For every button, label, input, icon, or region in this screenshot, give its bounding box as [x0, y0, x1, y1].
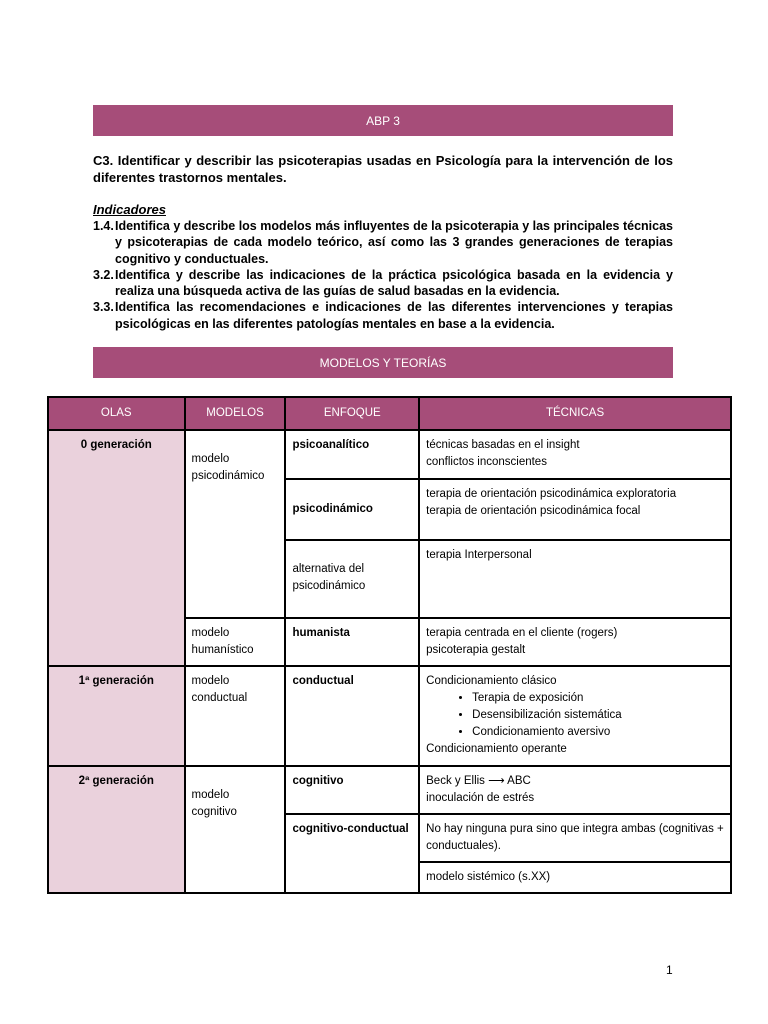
modelo-line: modelo [191, 789, 230, 801]
indicators-heading: Indicadores [93, 202, 166, 217]
page-number: 1 [666, 963, 673, 977]
table-row [48, 666, 731, 766]
enfoque-cell-conductual: conductual [285, 666, 419, 766]
header-enfoque: ENFOQUE [285, 397, 419, 430]
enfoque-cell-cognitivo-conductual: cognitivo-conductual [285, 814, 419, 893]
modelo-cell-cognitivo [185, 766, 286, 893]
indicator-item [93, 299, 673, 332]
models-table [47, 396, 732, 894]
indicator-text: Identifica y describe las indicaciones de la práctica psicológica basada en la evidencia y realiza una búsqueda activa de las guías de salud basadas en la evidencia. [115, 267, 673, 299]
enfoque-line: psicodinámico [292, 580, 366, 592]
indicator-item [93, 218, 673, 267]
enfoque-cell-cognitivo: cognitivo [285, 766, 419, 814]
indicator-number: 3.2. [93, 267, 114, 282]
indicator-item [93, 267, 673, 300]
indicator-text: Identifica las recomendaciones e indicaciones de las diferentes intervenciones y terapias psicológicas en las diferentes patologías mentales en base a la evidencia. [115, 300, 673, 331]
tecnica-line: conflictos inconscientes [426, 456, 547, 468]
list-item: • Terapia de exposición [472, 690, 724, 707]
enfoque-cell-alternativa [285, 540, 419, 618]
modelo-line: modelo [191, 675, 230, 687]
table-row [48, 430, 731, 479]
ola-cell-gen2: 2ª generación [48, 766, 185, 893]
indicator-number: 1.4. [93, 219, 114, 233]
header-tecnicas: TÉCNICAS [419, 397, 731, 430]
section-title: MODELOS Y TEORÍAS [319, 355, 447, 370]
tecnica-line: Condicionamiento clásico [426, 675, 557, 687]
tecnicas-cell [419, 618, 731, 666]
objective-text: C3. Identificar y describir las psicoterapias usadas en Psicología para la intervención de los diferentes trastornos mentales. [93, 153, 673, 185]
tecnica-line: terapia de orientación psicodinámica focal [426, 505, 641, 517]
modelo-line: modelo [191, 627, 230, 639]
header-modelos: MODELOS [185, 397, 286, 430]
modelo-line: humanístico [191, 644, 254, 656]
indicator-text: Identifica y describe los modelos más influyentes de la psicoterapia y las principales técnicas y psicoterapias de cada modelo teórico, así como las 3 grandes generaciones de terapias cognitivo y conductuales. [115, 219, 673, 266]
tecnica-line: terapia de orientación psicodinámica exploratoria [426, 488, 677, 500]
tecnica-line: psicoterapia gestalt [426, 644, 526, 656]
modelo-cell-psicodinamico [185, 430, 286, 618]
tecnica-line: Condicionamiento operante [426, 743, 567, 755]
tecnica-line: inoculación de estrés [426, 792, 535, 804]
modelo-line: modelo [191, 453, 230, 465]
tecnica-line: terapia centrada en el cliente (rogers) [426, 627, 618, 639]
ola-cell-gen1: 1ª generación [48, 666, 185, 766]
tecnicas-cell [419, 430, 731, 479]
table-header-row [48, 397, 731, 430]
list-item: • Desensibilización sistemática [472, 707, 724, 724]
indicators-list [93, 218, 673, 332]
tecnicas-cell [419, 766, 731, 814]
tecnicas-cell [419, 479, 731, 540]
enfoque-cell-psicoanalitico: psicoanalítico [285, 430, 419, 479]
indicator-number: 3.3. [93, 300, 114, 315]
modelo-cell-humanistico [185, 618, 286, 666]
table-row [48, 766, 731, 814]
tecnicas-cell: modelo sistémico (s.XX) [419, 862, 731, 893]
enfoque-line: alternativa del [292, 563, 365, 575]
tecnicas-cell [419, 666, 731, 766]
section-title-banner [93, 347, 673, 378]
abp-title: ABP 3 [366, 113, 400, 128]
modelo-line: psicodinámico [191, 470, 265, 482]
tecnica-line: Beck y Ellis ⟶ ABC [426, 775, 531, 787]
tecnicas-cell: No hay ninguna pura sino que integra ambas (cognitivas + conductuales). [419, 814, 731, 862]
enfoque-cell-psicodinamico: psicodinámico [285, 479, 419, 540]
tecnicas-cell: terapia Interpersonal [419, 540, 731, 618]
modelo-cell-conductual [185, 666, 286, 766]
modelo-line: cognitivo [191, 806, 237, 818]
header-olas: OLAS [48, 397, 185, 430]
modelo-line: conductual [191, 692, 248, 704]
tecnica-sublist [426, 690, 724, 741]
abp-title-banner [93, 105, 673, 136]
tecnica-line: técnicas basadas en el insight [426, 439, 580, 451]
enfoque-cell-humanista: humanista [285, 618, 419, 666]
ola-cell-gen0: 0 generación [48, 430, 185, 666]
list-item: • Condicionamiento aversivo [472, 724, 724, 741]
